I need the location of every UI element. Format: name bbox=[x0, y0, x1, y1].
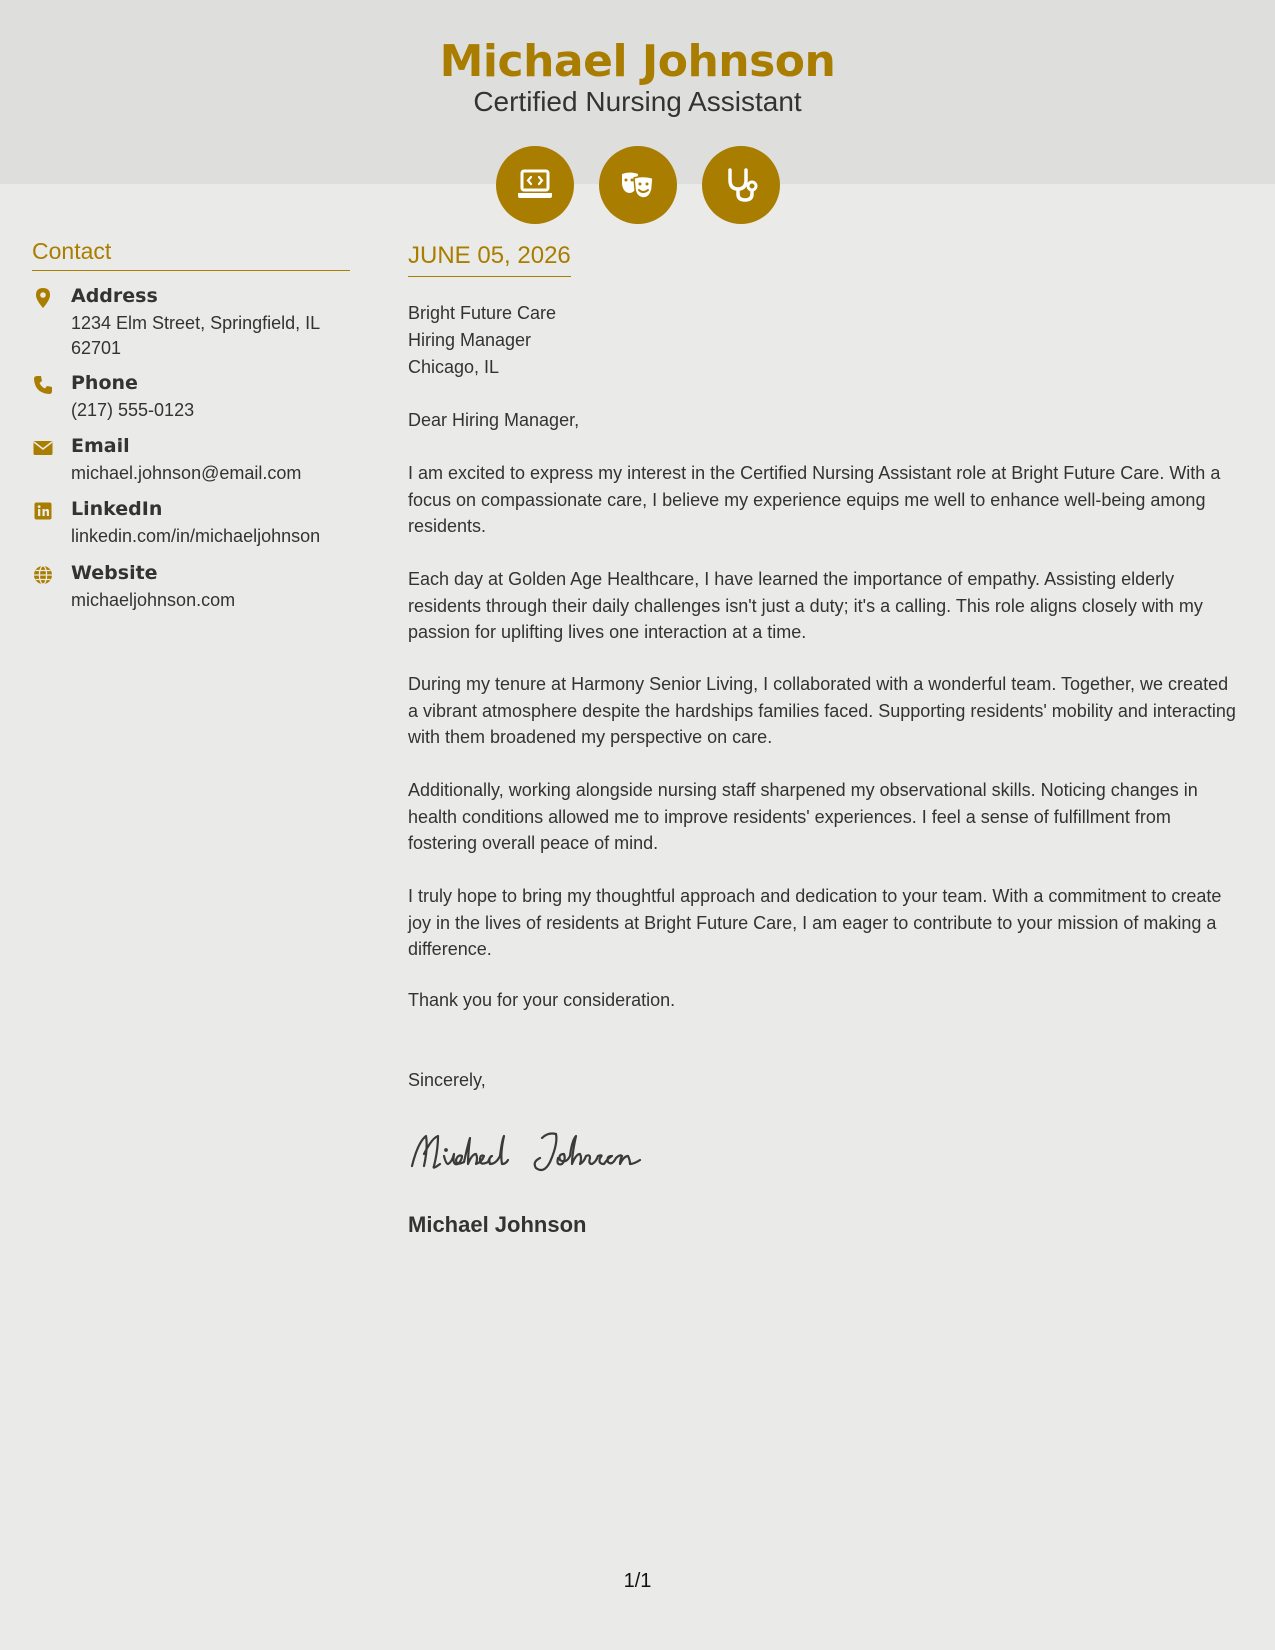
applicant-name: Michael Johnson bbox=[439, 36, 836, 87]
salutation: Dear Hiring Manager, bbox=[408, 410, 580, 430]
body-paragraph: During my tenure at Harmony Senior Living, I collaborated with a wonderful team. Together, we created a vibrant atmosphere despite the hardships families faced. Supporting residents' mobility and interacting with them broadened my perspective on care. bbox=[408, 674, 1236, 747]
contact-value[interactable]: michaeljohnson.com bbox=[71, 590, 236, 610]
globe-icon bbox=[32, 564, 54, 586]
closing-line: Sincerely, bbox=[408, 1070, 486, 1090]
header-icon-row bbox=[0, 146, 1275, 224]
contact-label: Address bbox=[71, 285, 158, 307]
thanks-line: Thank you for your consideration. bbox=[408, 990, 676, 1010]
recipient-company: Bright Future Care bbox=[408, 303, 557, 323]
contact-label: Phone bbox=[71, 372, 138, 394]
contact-value[interactable]: michael.johnson@email.com bbox=[71, 463, 302, 483]
body-paragraph: I am excited to express my interest in the Certified Nursing Assistant role at Bright Future Care. With a focus on compassionate care, I believe my experience equips me well to enhance well-being among residents. bbox=[408, 463, 1221, 536]
contact-label: LinkedIn bbox=[71, 498, 163, 520]
contact-value: 1234 Elm Street, Springfield, IL 62701 bbox=[71, 313, 320, 358]
contact-value[interactable]: linkedin.com/in/michaeljohnson bbox=[71, 526, 321, 546]
linkedin-icon bbox=[32, 500, 54, 522]
phone-icon bbox=[32, 374, 54, 396]
handwritten-signature bbox=[408, 1124, 708, 1184]
theater-masks-icon bbox=[599, 146, 677, 224]
envelope-icon bbox=[32, 437, 54, 459]
body-paragraph: I truly hope to bring my thoughtful approach and dedication to your team. With a commitment to create joy in the lives of residents at Bright Future Care, I am eager to contribute to your mission of making a difference. bbox=[408, 886, 1222, 959]
body-paragraph: Each day at Golden Age Healthcare, I have learned the importance of empathy. Assisting elderly residents through their daily challenges isn't just a duty; it's a calling. This role aligns closely with my passion for uplifting lives one interaction at a time. bbox=[408, 569, 1203, 642]
recipient-location: Chicago, IL bbox=[408, 357, 500, 377]
applicant-role: Certified Nursing Assistant bbox=[473, 86, 802, 117]
contact-label: Email bbox=[71, 435, 130, 457]
letter-date: JUNE 05, 2026 bbox=[408, 242, 571, 277]
page-number: 1/1 bbox=[623, 1570, 652, 1592]
laptop-code-icon bbox=[496, 146, 574, 224]
contact-heading: Contact bbox=[32, 238, 112, 264]
recipient-block bbox=[408, 300, 556, 381]
contact-label: Website bbox=[71, 562, 158, 584]
contact-value: (217) 555-0123 bbox=[71, 400, 195, 420]
recipient-title: Hiring Manager bbox=[408, 330, 532, 350]
stethoscope-icon bbox=[702, 146, 780, 224]
body-paragraph: Additionally, working alongside nursing staff sharpened my observational skills. Noticing changes in health conditions allowed me to improve residents' experiences. I feel a sense of fulfillment from fostering overall peace of mind. bbox=[408, 780, 1198, 853]
map-pin-icon bbox=[32, 287, 54, 309]
signed-name: Michael Johnson bbox=[408, 1212, 587, 1237]
contact-divider bbox=[32, 270, 350, 271]
